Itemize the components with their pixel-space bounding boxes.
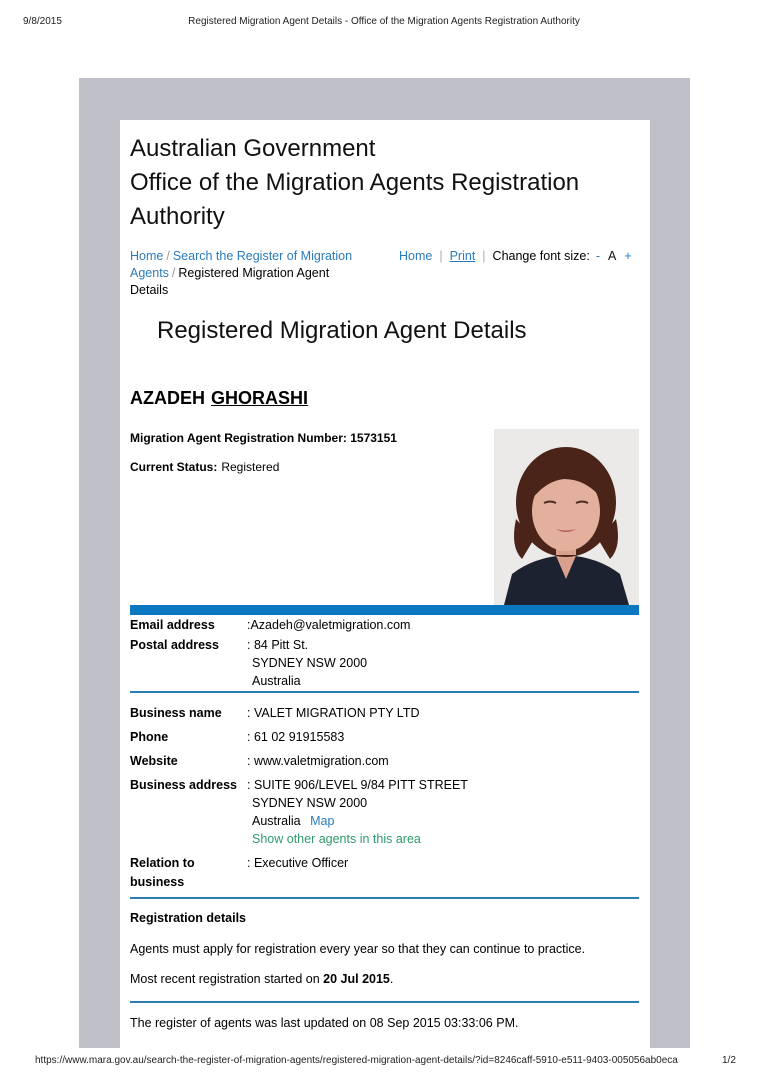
business-address-value xyxy=(247,776,627,848)
business-address-line-2: SYDNEY NSW 2000 xyxy=(252,796,368,810)
recent-registration xyxy=(130,972,393,986)
current-status xyxy=(130,460,279,474)
site-title xyxy=(130,132,640,234)
divider: | xyxy=(439,249,443,263)
postal-address-label: Postal address xyxy=(130,638,219,652)
page-number: 1/2 xyxy=(722,1055,736,1066)
page-url: https://www.mara.gov.au/search-the-register-of-migration-agents/registered-migration-agent-details/?id=8246caff-5910-e511-9403-005056ab0eca xyxy=(35,1055,678,1066)
breadcrumb-separator: / xyxy=(171,266,176,280)
status-value: Registered xyxy=(221,460,280,474)
phone-label: Phone xyxy=(130,730,169,744)
breadcrumb-search-register-cont[interactable]: Agents xyxy=(130,266,169,280)
registration-number-label: Migration Agent Registration Number: xyxy=(130,431,347,445)
breadcrumb-current: Registered Migration Agent xyxy=(178,266,330,280)
agent-portrait-image xyxy=(494,429,639,605)
breadcrumb-current-cont: Details xyxy=(130,283,169,297)
relation-label-line-1: Relation to xyxy=(130,856,195,870)
registration-number xyxy=(130,431,397,445)
page-heading: Registered Migration Agent Details xyxy=(157,317,527,344)
business-address-label: Business address xyxy=(130,778,237,792)
registration-number-value: 1573151 xyxy=(350,431,397,445)
print-link[interactable]: Print xyxy=(449,249,476,263)
agent-last-name: GHORASHI xyxy=(211,388,309,408)
print-date: 9/8/2015 xyxy=(23,16,62,27)
postal-line-3: Australia xyxy=(252,674,301,688)
recent-registration-date: 20 Jul 2015 xyxy=(323,972,390,986)
relation-value: : Executive Officer xyxy=(247,856,349,870)
decrease-font-button[interactable]: - xyxy=(595,249,601,263)
business-address-line-1: : SUITE 906/LEVEL 9/84 PITT STREET xyxy=(247,778,468,792)
agent-name xyxy=(130,388,308,409)
reset-font-button[interactable]: A xyxy=(608,249,617,263)
business-name-label: Business name xyxy=(130,706,222,720)
email-value: :Azadeh@valetmigration.com xyxy=(247,618,411,632)
postal-line-2: SYDNEY NSW 2000 xyxy=(252,656,368,670)
agent-first-name: AZADEH xyxy=(130,388,205,408)
agent-photo xyxy=(494,429,639,605)
business-name-value: : VALET MIGRATION PTY LTD xyxy=(247,706,420,720)
accent-bar xyxy=(130,605,639,615)
registration-details-heading: Registration details xyxy=(130,911,246,925)
relation-label xyxy=(130,854,248,892)
page-tools xyxy=(399,248,638,265)
website-label: Website xyxy=(130,754,178,768)
postal-line-1: : 84 Pitt St. xyxy=(247,638,309,652)
site-title-line-3: Authority xyxy=(130,203,225,230)
section-divider xyxy=(130,1001,639,1003)
last-updated: The register of agents was last updated on 08 Sep 2015 03:33:06 PM. xyxy=(130,1016,519,1030)
print-page-title: Registered Migration Agent Details - Office of the Migration Agents Registration Authority xyxy=(188,16,580,27)
postal-address-value xyxy=(247,636,627,690)
breadcrumb-separator: / xyxy=(166,249,170,263)
site-title-line-1: Australian Government xyxy=(130,135,376,162)
home-link[interactable]: Home xyxy=(399,249,433,263)
registration-info: Agents must apply for registration every year so that they can continue to practice. xyxy=(130,942,586,956)
business-address-line-3: Australia xyxy=(252,814,301,828)
email-label: Email address xyxy=(130,618,215,632)
increase-font-button[interactable]: + xyxy=(624,249,632,263)
breadcrumb xyxy=(130,248,410,299)
main-content xyxy=(120,120,650,1050)
font-size-label: Change font size: xyxy=(492,249,590,263)
map-link[interactable]: Map xyxy=(310,814,335,828)
site-title-line-2: Office of the Migration Agents Registration xyxy=(130,169,580,196)
section-divider xyxy=(130,897,639,899)
divider: | xyxy=(482,249,486,263)
status-label: Current Status: xyxy=(130,460,218,474)
website-value: : www.valetmigration.com xyxy=(247,754,389,768)
relation-label-line-2: business xyxy=(130,875,185,889)
recent-registration-prefix: Most recent registration started on xyxy=(130,972,324,986)
breadcrumb-home[interactable]: Home xyxy=(130,249,164,263)
show-other-agents-link[interactable]: Show other agents in this area xyxy=(252,832,421,846)
section-divider xyxy=(130,691,639,693)
phone-value: : 61 02 91915583 xyxy=(247,730,345,744)
recent-registration-suffix: . xyxy=(389,972,394,986)
breadcrumb-search-register[interactable]: Search the Register of Migration xyxy=(172,249,353,263)
